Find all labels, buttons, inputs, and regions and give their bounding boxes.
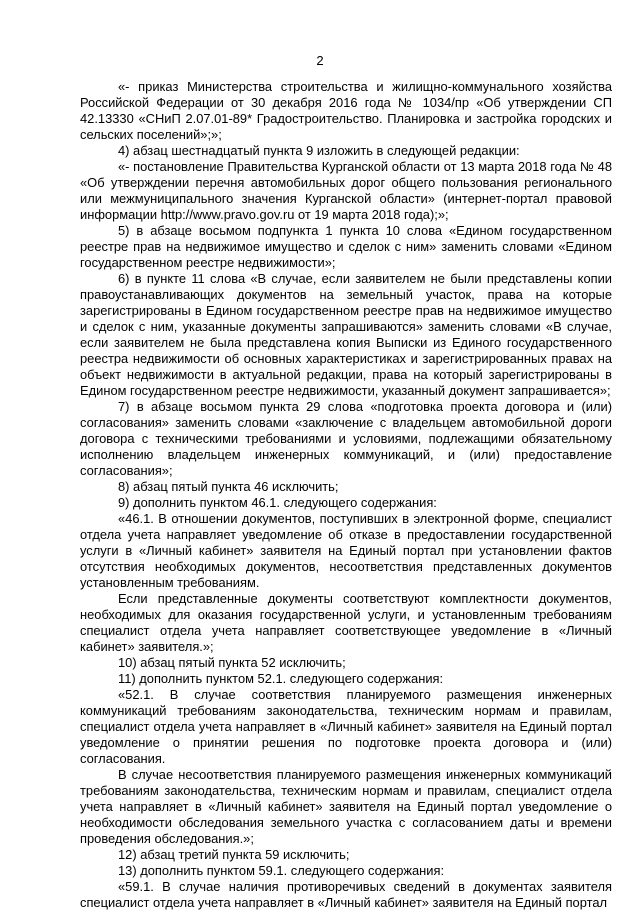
paragraph: В случае несоответствия планируемого размещения инженерных коммуникаций требованиям законодательства, техническим нормам и правилам, специалист отдела учета направляет в «Личный кабинет» заявителя на Единый портал уведомление о необходимости обследования земельного участка с согласованием даты и времени проведения обследования.»; [80,767,612,846]
page-number: 2 [316,53,324,68]
paragraph: 4) абзац шестнадцатый пункта 9 изложить в следующей редакции: [118,143,520,158]
paragraph: 7) в абзаце восьмом пункта 29 слова «подготовка проекта договора и (или) согласования» заменить словами «заключение с владельцем автомобильной дороги договора с техническими требованиями и условиями, подлежащими обязательному исполнению владельцем инженерных коммуникаций, и (или) предоставление согласования»; [80,399,612,478]
paragraph: «52.1. В случае соответствия планируемого размещения инженерных коммуникаций требованиям законодательства, техническим нормам и правилам, специалист отдела учета направляет в «Личный кабинет» заявителя на Единый портал уведомление о принятии решения по подготовке проекта договора и (или) согласования. [80,687,612,766]
paragraph: 5) в абзаце восьмом подпункта 1 пункта 10 слова «Едином государственном реестре прав на недвижимое имущество и сделок с ним» заменить словами «Едином государственном реестре недвижимости»; [80,223,612,270]
paragraph: 8) абзац пятый пункта 46 исключить; [118,479,339,494]
paragraph: «46.1. В отношении документов, поступивших в электронной форме, специалист отдела учета направляет уведомление об отказе в предоставлении государственной услуги в «Личный кабинет» заявителя на Единый портал при установлении фактов отсутствия необходимых документов, несоответствия представленных документов установленным требованиям. [80,511,612,590]
paragraph: 12) абзац третий пункта 59 исключить; [118,847,350,862]
paragraph: «59.1. В случае наличия противоречивых сведений в документах заявителя специалист отдела учета направляет в «Личный кабинет» заявителя на Единый портал [80,879,612,910]
paragraph: 9) дополнить пунктом 46.1. следующего содержания: [118,495,437,510]
paragraph: 6) в пункте 11 слова «В случае, если заявителем не были представлены копии правоустанавливающих документов на земельный участок, права на которые зарегистрированы в Едином государственном реестре прав на недвижимое имущество и сделок с ним, указанные документы запрашиваются» заменить словами «В случае, если заявителем не была представлена копия Выписки из Единого государственного реестра недвижимости об основных характеристиках и зарегистрированных правах на объект недвижимости в актуальной редакции, права на который зарегистрированы в Едином государственном реестре недвижимости, указанный документ запрашивается»; [80,271,612,398]
paragraph: 10) абзац пятый пункта 52 исключить; [118,655,346,670]
paragraph: 13) дополнить пунктом 59.1. следующего содержания: [118,863,445,878]
paragraph: 11) дополнить пунктом 52.1. следующего содержания: [118,671,444,686]
paragraph: Если представленные документы соответствуют комплектности документов, необходимых для оказания государственной услуги, и установленным требованиям специалист отдела учета направляет соответствующее уведомление в «Личный кабинет» заявителя.»; [80,591,612,654]
paragraph: «- приказ Министерства строительства и жилищно-коммунального хозяйства Российской Федерации от 30 декабря 2016 года № 1034/пр «Об утверждении СП 42.13330 «СНиП 2.07.01-89* Градостроительство. Планировка и застройка городских и сельских поселений»;»; [80,79,612,142]
document-body [80,79,612,911]
paragraph: «- постановление Правительства Курганской области от 13 марта 2018 года № 48 «Об утверждении перечня автомобильных дорог общего пользования регионального или межмуниципального значения Курганской области» (интернет-портал правовой информации http://www.pravo.gov.ru от 19 марта 2018 года);»; [80,159,612,222]
